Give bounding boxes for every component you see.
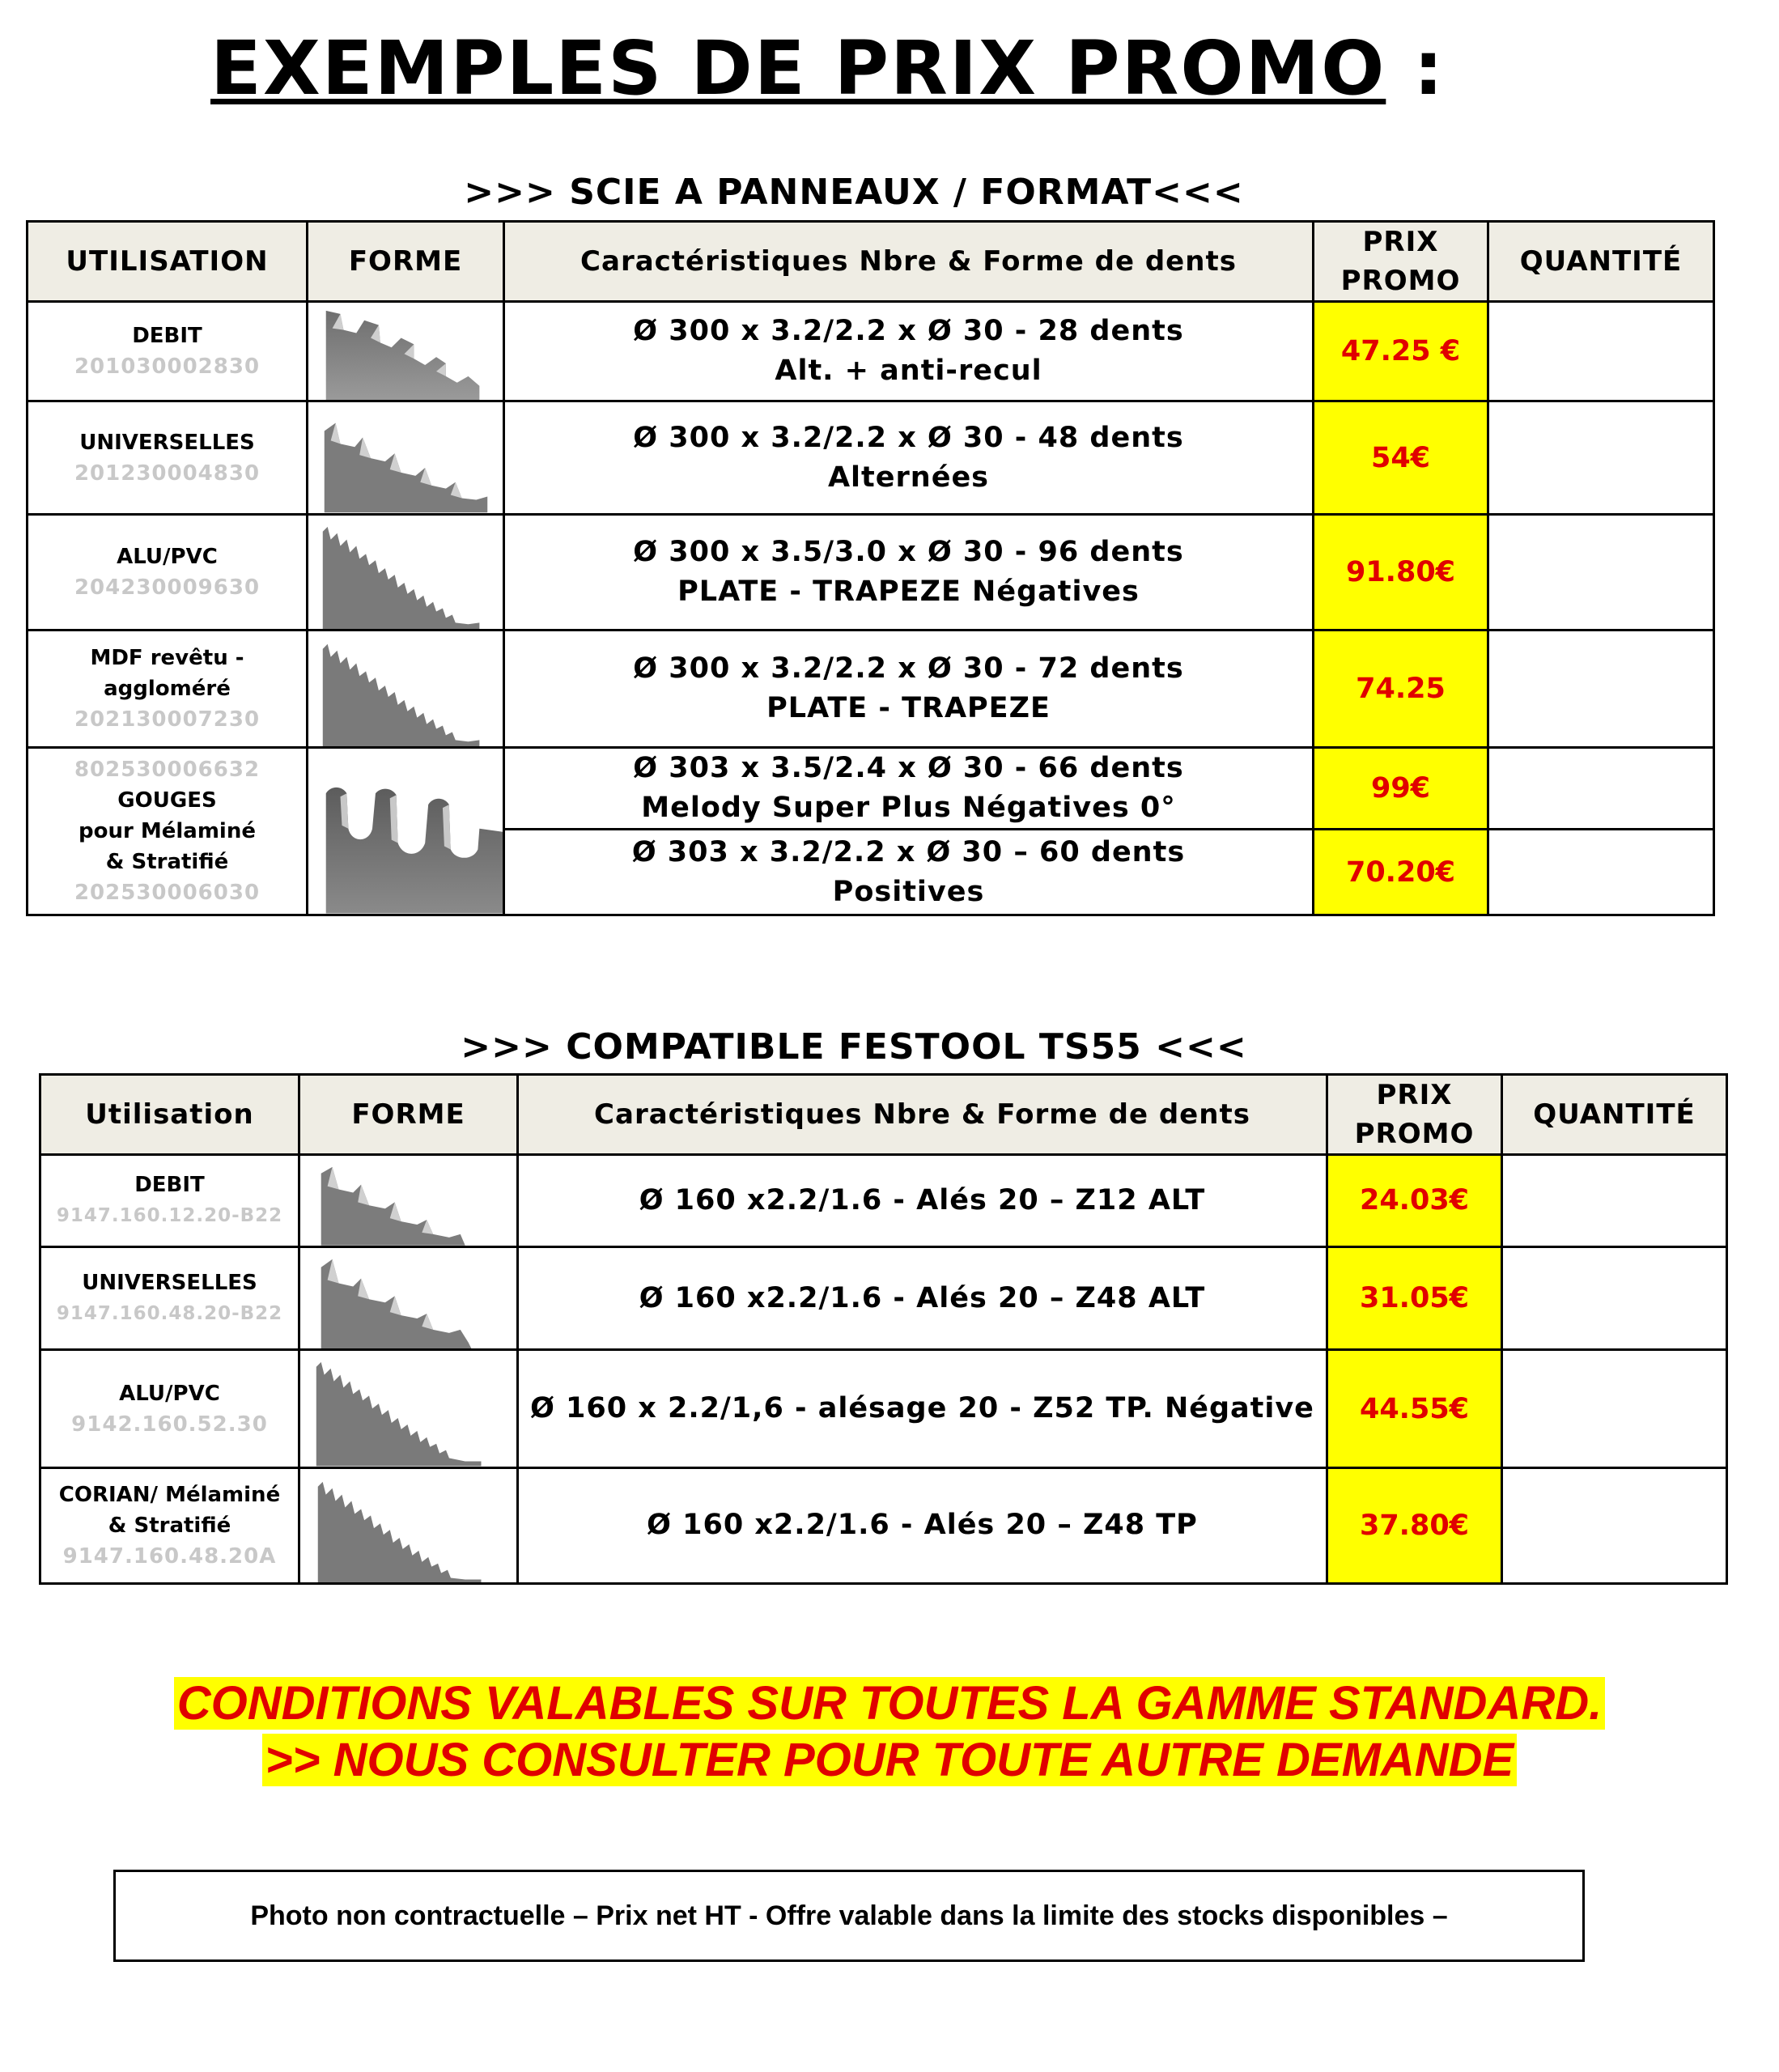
spec-line1: Ø 303 x 3.2/2.2 x Ø 30 – 60 dents <box>631 835 1186 868</box>
utilisation-name-line1: GOUGES <box>117 788 217 813</box>
table-row <box>28 631 1714 748</box>
utilisation-name: ALU/PVC <box>119 1381 220 1406</box>
utilisation-name: ALU/PVC <box>117 544 218 569</box>
quantity-field[interactable] <box>1488 631 1714 748</box>
quantity-field[interactable] <box>1502 1350 1727 1467</box>
utilisation-cell <box>28 302 308 401</box>
header-quantite: QUANTITÉ <box>1502 1075 1727 1155</box>
spec-cell: Ø 160 x2.2/1.6 - Alés 20 – Z12 ALT <box>518 1155 1327 1247</box>
spec-line1: Ø 300 x 3.2/2.2 x Ø 30 - 48 dents <box>633 421 1184 454</box>
utilisation-cell <box>28 514 308 630</box>
utilisation-name-line2: aggloméré <box>104 677 231 702</box>
spec-line2: PLATE - TRAPEZE <box>766 692 1051 725</box>
product-code: 9147.160.12.20-B22 <box>56 1205 283 1227</box>
saw-blade-gouge-closeup-icon <box>308 748 504 915</box>
saw-blade-fine-teeth-icon <box>299 1467 518 1583</box>
saw-blade-coarse-teeth-icon <box>308 401 504 514</box>
utilisation-cell-gouges <box>28 748 308 915</box>
spec-line2: Melody Super Plus Négatives 0° <box>641 792 1176 825</box>
header-prix-line1: PRIX <box>1376 1079 1453 1111</box>
table-row <box>28 748 1714 830</box>
promo-price: 70.20€ <box>1314 830 1488 915</box>
header-prix-line1: PRIX <box>1362 226 1439 258</box>
product-code: 204230009630 <box>74 575 261 600</box>
saw-blade-coarse-teeth-icon <box>299 1246 518 1350</box>
utilisation-name-line2: & Stratifié <box>108 1513 231 1538</box>
utilisation-cell <box>40 1350 299 1467</box>
spec-line1: Ø 300 x 3.2/2.2 x Ø 30 - 28 dents <box>633 315 1184 348</box>
table-row <box>40 1467 1727 1583</box>
page-title-text: EXEMPLES DE PRIX PROMO <box>210 25 1386 112</box>
conditions-line1: CONDITIONS VALABLES SUR TOUTES LA GAMME STANDARD. <box>174 1677 1605 1730</box>
quantity-field[interactable] <box>1502 1155 1727 1247</box>
product-code: 202130007230 <box>74 707 261 732</box>
section-title-panneaux: >>> SCIE A PANNEAUX / FORMAT<<< <box>464 172 1244 213</box>
table-row <box>40 1350 1727 1467</box>
header-prix-line2: PROMO <box>1354 1118 1475 1150</box>
spec-line2: Alternées <box>827 461 990 494</box>
header-utilisation: UTILISATION <box>28 222 308 302</box>
quantity-field[interactable] <box>1488 748 1714 830</box>
table-row <box>28 514 1714 630</box>
product-code: 802530006632 <box>74 758 261 783</box>
promo-price: 37.80€ <box>1327 1467 1502 1583</box>
utilisation-name: UNIVERSELLES <box>79 430 255 455</box>
promo-price: 44.55€ <box>1327 1350 1502 1467</box>
product-code: 201230004830 <box>74 461 261 486</box>
footer-disclaimer-box <box>113 1870 1585 1962</box>
table-header-row <box>28 222 1714 302</box>
product-code: 201030002830 <box>74 355 261 380</box>
conditions-line2: >> NOUS CONSULTER POUR TOUTE AUTRE DEMANDE <box>262 1734 1518 1786</box>
spec-cell <box>504 514 1314 630</box>
utilisation-cell <box>40 1155 299 1247</box>
header-caracteristiques: Caractéristiques Nbre & Forme de dents <box>504 222 1314 302</box>
spec-line1: Ø 303 x 3.5/2.4 x Ø 30 - 66 dents <box>633 752 1184 785</box>
utilisation-name-line2: pour Mélaminé <box>79 819 256 844</box>
table-row <box>28 302 1714 401</box>
utilisation-name-line1: CORIAN/ Mélaminé <box>58 1482 281 1507</box>
spec-line1: Ø 300 x 3.2/2.2 x Ø 30 - 72 dents <box>633 652 1184 686</box>
utilisation-cell <box>28 631 308 748</box>
page-title-colon: : <box>1413 25 1446 112</box>
promo-price: 99€ <box>1314 748 1488 830</box>
product-code: 9142.160.52.30 <box>71 1412 268 1437</box>
spec-cell: Ø 160 x2.2/1.6 - Alés 20 – Z48 TP <box>518 1467 1327 1583</box>
header-forme: FORME <box>308 222 504 302</box>
spec-cell: Ø 160 x2.2/1.6 - Alés 20 – Z48 ALT <box>518 1246 1327 1350</box>
quantity-field[interactable] <box>1502 1246 1727 1350</box>
table-header-row <box>40 1075 1727 1155</box>
saw-blade-fine-teeth-icon <box>299 1350 518 1467</box>
header-utilisation: Utilisation <box>40 1075 299 1155</box>
spec-line2: PLATE - TRAPEZE Négatives <box>677 575 1140 608</box>
spec-cell <box>504 302 1314 401</box>
spec-cell <box>504 748 1314 830</box>
header-prix-promo <box>1314 222 1488 302</box>
utilisation-name: DEBIT <box>132 324 202 349</box>
footer-disclaimer: Photo non contractuelle – Prix net HT - Offre valable dans la limite des stocks disponibles – <box>250 1900 1448 1931</box>
header-prix-promo <box>1327 1075 1502 1155</box>
table-row <box>40 1155 1727 1247</box>
promo-price: 91.80€ <box>1314 514 1488 630</box>
product-code: 9147.160.48.20A <box>62 1543 277 1569</box>
price-table-panneaux <box>26 220 1715 916</box>
product-code: 9147.160.48.20-B22 <box>56 1303 283 1325</box>
promo-price: 24.03€ <box>1327 1155 1502 1247</box>
utilisation-name: DEBIT <box>134 1173 205 1198</box>
saw-blade-fine-teeth-icon <box>308 631 504 748</box>
section-title-festool: >>> COMPATIBLE FESTOOL TS55 <<< <box>461 1026 1247 1068</box>
promo-price: 47.25 € <box>1314 302 1488 401</box>
quantity-field[interactable] <box>1488 830 1714 915</box>
header-prix-line2: PROMO <box>1340 265 1461 297</box>
page-title <box>210 16 1522 121</box>
spec-cell: Ø 160 x 2.2/1,6 - alésage 20 - Z52 TP. Négative <box>518 1350 1327 1467</box>
utilisation-name: UNIVERSELLES <box>82 1271 257 1296</box>
price-table-festool <box>39 1073 1728 1585</box>
utilisation-cell <box>28 401 308 514</box>
spec-cell <box>504 401 1314 514</box>
header-quantite: QUANTITÉ <box>1488 222 1714 302</box>
saw-blade-fine-teeth-icon <box>308 514 504 630</box>
conditions-notice <box>0 1675 1779 1789</box>
table-row <box>28 401 1714 514</box>
utilisation-cell <box>40 1246 299 1350</box>
spec-cell <box>504 631 1314 748</box>
quantity-field[interactable] <box>1488 514 1714 630</box>
utilisation-name-line1: MDF revêtu - <box>90 646 244 671</box>
saw-blade-coarse-teeth-icon <box>308 302 504 401</box>
spec-line2: Alt. + anti-recul <box>775 355 1042 388</box>
spec-line1: Ø 300 x 3.5/3.0 x Ø 30 - 96 dents <box>633 535 1184 568</box>
header-forme: FORME <box>299 1075 518 1155</box>
utilisation-cell <box>40 1467 299 1583</box>
spec-cell <box>504 830 1314 915</box>
header-caracteristiques: Caractéristiques Nbre & Forme de dents <box>518 1075 1327 1155</box>
saw-blade-coarse-teeth-icon <box>299 1155 518 1247</box>
quantity-field[interactable] <box>1488 401 1714 514</box>
quantity-field[interactable] <box>1488 302 1714 401</box>
promo-price: 54€ <box>1314 401 1488 514</box>
utilisation-name-line3: & Stratifié <box>105 850 229 875</box>
promo-price: 31.05€ <box>1327 1246 1502 1350</box>
product-code: 202530006030 <box>74 881 261 906</box>
promo-price: 74.25 <box>1314 631 1488 748</box>
quantity-field[interactable] <box>1502 1467 1727 1583</box>
table-row <box>40 1246 1727 1350</box>
spec-line2: Positives <box>832 875 985 908</box>
